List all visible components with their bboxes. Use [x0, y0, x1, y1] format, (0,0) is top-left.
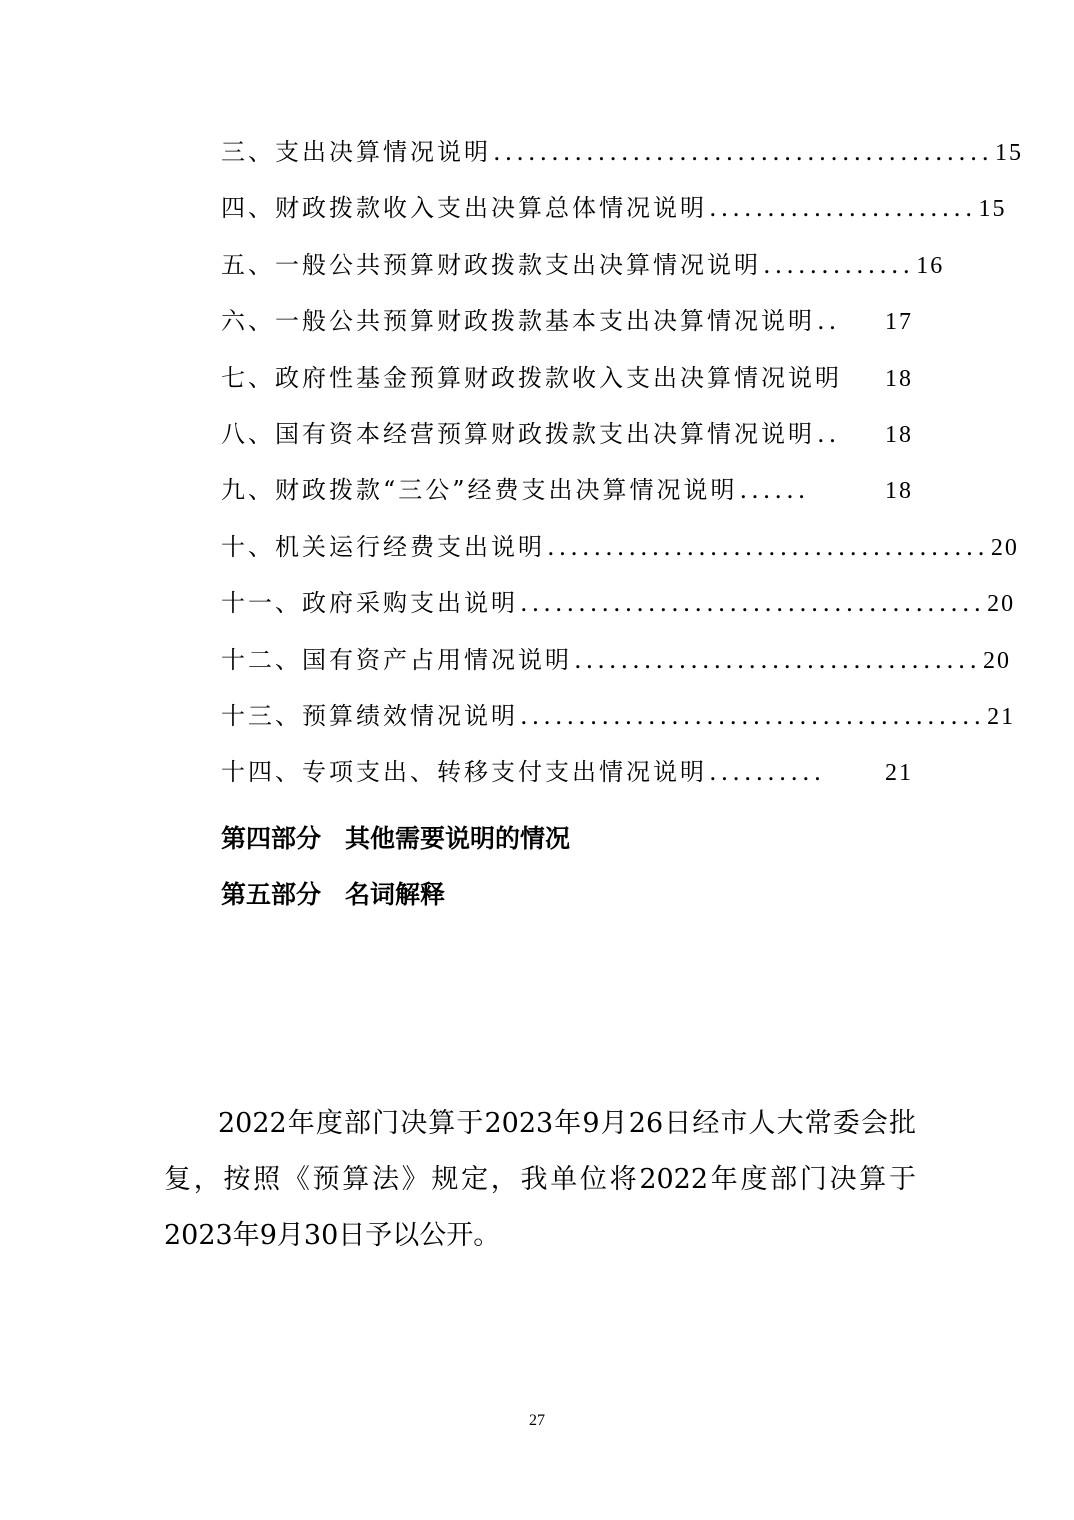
toc-item-page: 15 — [978, 196, 1007, 223]
toc-item-page: 15 — [995, 140, 1024, 166]
toc-leader-dots: ................................... — [574, 645, 982, 674]
toc-item-title: 十三、预算绩效情况说明 — [221, 701, 518, 730]
toc-item-page: 17 — [885, 309, 913, 336]
toc-leader-dots: ...... — [739, 476, 810, 505]
section-number: 第五部分 — [221, 879, 322, 909]
toc-item-12[interactable] — [221, 640, 1012, 696]
toc-leader-dots: .......... — [709, 758, 826, 787]
toc-item-11[interactable] — [221, 583, 1016, 639]
toc-leader-dots: ............. — [763, 250, 915, 279]
toc-item-7[interactable] — [221, 358, 913, 414]
toc-leader-dots: ........................................ — [520, 589, 986, 618]
section-number: 第四部分 — [221, 823, 322, 853]
toc-item-title: 十二、国有资产占用情况说明 — [221, 645, 572, 674]
toc-leader-dots: ...................................... — [547, 532, 989, 561]
toc-item-page: 20 — [990, 534, 1019, 561]
toc-section-part-5[interactable] — [221, 865, 913, 921]
toc-section-part-4[interactable] — [221, 809, 913, 865]
toc-item-title: 九、财政拨款“三公”经费支出决算情况说明 — [221, 476, 738, 505]
toc-item-page: 18 — [885, 421, 913, 448]
toc-item-title: 七、政府性基金预算财政拨款收入支出决算情况说明 — [221, 363, 842, 392]
toc-item-title: 五、一般公共预算财政拨款支出决算情况说明 — [221, 250, 761, 279]
toc-leader-dots: .. — [817, 419, 841, 448]
toc-item-title: 三、支出决算情况说明 — [221, 138, 491, 166]
toc-item-page: 20 — [987, 591, 1016, 618]
toc-item-page: 21 — [885, 760, 913, 787]
toc-item-page: 18 — [885, 478, 913, 505]
toc-item-title: 十四、专项支出、转移支付支出情况说明 — [221, 758, 707, 787]
toc-item-8[interactable] — [221, 414, 913, 470]
toc-item-5[interactable] — [221, 245, 945, 301]
toc-item-page: 16 — [916, 252, 945, 279]
toc-item-3[interactable] — [221, 132, 1024, 188]
toc-item-title: 四、财政拨款收入支出决算总体情况说明 — [221, 194, 707, 223]
toc-leader-dots: ........................................ — [520, 701, 986, 730]
section-title: 其他需要说明的情况 — [345, 823, 571, 853]
toc-leader-dots: ....................... — [709, 194, 977, 223]
toc-item-14[interactable] — [221, 752, 913, 808]
toc-leader-dots: .. — [817, 307, 841, 336]
toc-item-page: 21 — [987, 703, 1016, 730]
toc-item-9[interactable] — [221, 470, 913, 526]
toc-item-4[interactable] — [221, 188, 1007, 244]
toc-item-page: 20 — [983, 647, 1012, 674]
toc-item-10[interactable] — [221, 527, 1019, 583]
disclosure-note: 2022年度部门决算于2023年9月26日经市人大常委会批复，按照《预算法》规定，我单位将2022年度部门决算于2023年9月30日予以公开。 — [164, 1108, 916, 1251]
toc-item-title: 八、国有资本经营预算财政拨款支出决算情况说明 — [221, 419, 815, 448]
toc-item-page: 18 — [885, 365, 913, 392]
section-title: 名词解释 — [345, 879, 446, 909]
toc-item-title: 十、机关运行经费支出说明 — [221, 532, 545, 561]
toc-leader-dots: ........................................... — [493, 138, 994, 166]
table-of-contents — [221, 132, 1024, 921]
page-number: 27 — [529, 1412, 545, 1429]
toc-item-title: 十一、政府采购支出说明 — [221, 589, 518, 618]
toc-item-6[interactable] — [221, 301, 913, 357]
toc-item-title: 六、一般公共预算财政拨款基本支出决算情况说明 — [221, 307, 815, 336]
toc-item-13[interactable] — [221, 696, 1016, 752]
